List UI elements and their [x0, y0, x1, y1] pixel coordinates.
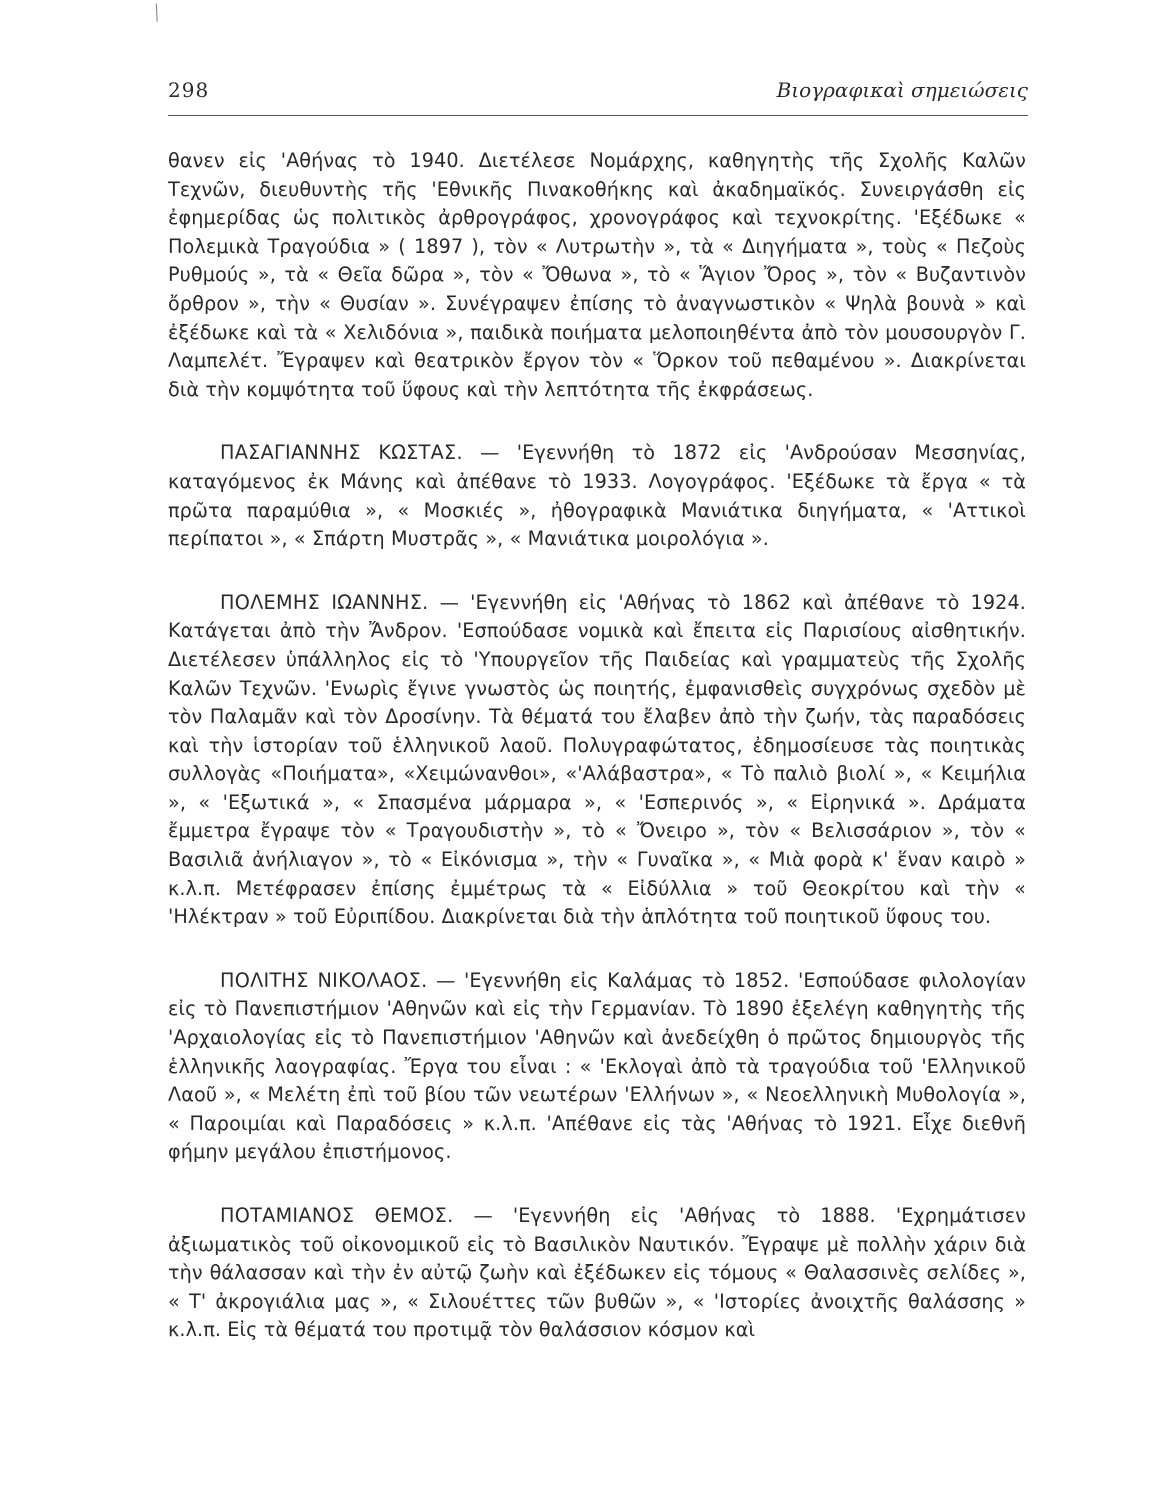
entry-name: ΠΟΤΑΜΙΑΝΟΣ ΘΕΜΟΣ. [220, 1204, 454, 1227]
body-text [168, 147, 1026, 1345]
entry-name: ΠΟΛΕΜΗΣ ΙΩΑΝΝΗΣ. [220, 590, 429, 614]
running-head: Βιογραφικαὶ σημειώσεις [776, 78, 1028, 102]
header-rule [168, 115, 1028, 116]
entry-pasagiannis [168, 439, 1026, 553]
pencil-mark-icon: ╱ [149, 4, 165, 23]
entry-politis [168, 967, 1026, 1167]
entry-text: — 'Εγεννήθη εἰς Καλάμας τὸ 1852. 'Εσπούδασε φιλολογίαν εἰς τὸ Πανεπιστήμιον 'Αθηνῶν καὶ εἰς τὴν Γερμανίαν. Τὸ 1890 ἐξελέγη καθηγητὴς τῆς 'Αρχαιολογίας εἰς τὸ Πανεπιστήμιον 'Αθηνῶν καὶ ἀνεδείχθη ὁ πρῶτος δημιουργὸς τῆς ἑλληνικῆς λαογραφίας. Ἔργα του εἶναι : « 'Εκλογαὶ ἀπὸ τὰ τραγούδια τοῦ 'Ελληνικοῦ Λαοῦ », « Μελέτη ἐπὶ τοῦ βίου τῶν νεωτέρων 'Ελλήνων », « Νεοελληνικὴ Μυθολογία », « Παροιμίαι καὶ Παραδόσεις » κ.λ.π. 'Απέθανε εἰς τὰς 'Αθήνας τὸ 1921. Εἶχε διεθνῆ φήμην μεγάλου ἐπιστήμονος. [168, 968, 1026, 1164]
entry-text: — 'Εγεννήθη εἰς 'Αθήνας τὸ 1888. 'Εχρημάτισεν ἀξιωματικὸς τοῦ οἰκονομικοῦ εἰς τὸ Βασιλικὸν Ναυτικόν. Ἔγραψε μὲ πολλὴν χάριν διὰ τὴν θάλασσαν καὶ τὴν ἐν αὐτῷ ζωὴν καὶ ἐξέδωκεν εἰς τόμους « Θαλασσινὲς σελίδες », « Τ' ἀκρογιάλια μας », « Σιλουέττες τῶν βυθῶν », « 'Ιστορίες ἀνοιχτῆς θαλάσσης » κ.λ.π. Εἰς τὰ θέματά του προτιμᾷ τὸν θαλάσσιον κόσμον καὶ [168, 1204, 1026, 1342]
paragraph-text: θανεν εἰς 'Αθήνας τὸ 1940. Διετέλεσε Νομάρχης, καθηγητὴς τῆς Σχολῆς Καλῶν Τεχνῶν, διευθυντὴς τῆς 'Εθνικῆς Πινακοθήκης καὶ ἀκαδημαϊκός. Συνειργάσθη εἰς ἐφημερίδας ὡς πολιτικὸς ἀρθρογράφος, χρονογράφος καὶ τεχνοκρίτης. 'Εξέδωκε « Πολεμικὰ Τραγούδια » ( 1897 ), τὸν « Λυτρωτὴν », τὰ « Διηγήματα », τοὺς « Πεζοὺς Ρυθμούς », τὰ « Θεῖα δῶρα », τὸν « Ὄθωνα », τὸ « Ἅγιον Ὄρος », τὸν « Βυζαντινὸν ὄρθρον », τὴν « Θυσίαν ». Συνέγραψεν ἐπίσης τὸ ἀναγνωστικὸν « Ψηλὰ βουνὰ » καὶ ἐξέδωκε καὶ τὰ « Χελιδόνια », παιδικὰ ποιήματα μελοποιηθέντα ἀπὸ τὸν μουσουργὸν Γ. Λαμπελέτ. Ἔγραψεν καὶ θεατρικὸν ἔργον τὸν « Ὅρκον τοῦ πεθαμένου ». Διακρίνεται διὰ τὴν κομψότητα τοῦ ὕφους καὶ τὴν λεπτότητα τῆς ἐκφράσεως. [168, 149, 1026, 401]
page-number: 298 [168, 78, 210, 102]
entry-text: — 'Εγεννήθη εἰς 'Αθήνας τὸ 1862 καὶ ἀπέθανε τὸ 1924. Κατάγεται ἀπὸ τὴν Ἄνδρον. 'Εσπούδασε νομικὰ καὶ ἔπειτα εἰς Παρισίους αἰσθητικήν. Διετέλεσεν ὑπάλληλος εἰς τὸ 'Υπουργεῖον τῆς Παιδείας καὶ γραμματεὺς τῆς Σχολῆς Καλῶν Τεχνῶν. 'Ενωρὶς ἔγινε γνωστὸς ὡς ποιητής, ἐμφανισθεὶς συγχρόνως σχεδὸν μὲ τὸν Παλαμᾶν καὶ τὸν Δροσίνην. Τὰ θέματά του ἔλαβεν ἀπὸ τὴν ζωήν, τὰς παραδόσεις καὶ τὴν ἱστορίαν τοῦ ἑλληνικοῦ λαοῦ. Πολυγραφώτατος, ἐδημοσίευσε τὰς ποιητικὰς συλλογὰς «Ποιήματα», «Χειμώνανθοι», «'Αλάβαστρα», « Τὸ παλιὸ βιολί », « Κειμήλια », « 'Εξωτικά », « Σπασμένα μάρμαρα », « 'Εσπερινός », « Εἰρηνικά ». Δράματα ἔμμετρα ἔγραψε τὸν « Τραγουδιστὴν », τὸ « Ὄνειρο », τὸν « Βελισσάριον », τὸν « Βασιλιᾶ ἀνήλιαγον », τὸ « Εἰκόνισμα », τὴν « Γυναῖκα », « Μιὰ φορὰ κ' ἕναν καιρὸ » κ.λ.π. Μετέφρασεν ἐπίσης ἐμμέτρως τὰ « Εἰδύλλια » τοῦ Θεοκρίτου καὶ τὴν « 'Ηλέκτραν » τοῦ Εὐριπίδου. Διακρίνεται διὰ τὴν ἁπλότητα τοῦ ποιητικοῦ ὕφους του. [168, 590, 1026, 929]
entry-text: — 'Εγεννήθη τὸ 1872 εἰς 'Ανδρούσαν Μεσσηνίας, καταγόμενος ἐκ Μάνης καὶ ἀπέθανε τὸ 1933. Λογογράφος. 'Εξέδωκε τὰ ἔργα « τὰ πρῶτα παραμύθια », « Μοσκιές », ἠθογραφικὰ Μανιάτικα διηγήματα, « 'Αττικοὶ περίπατοι », « Σπάρτη Μυστρᾶς », « Μανιάτικα μοιρολόγια ». [168, 441, 1026, 551]
entry-polemis [168, 589, 1026, 932]
entry-name: ΠΟΛΙΤΗΣ ΝΙΚΟΛΑΟΣ. [220, 968, 428, 992]
entry-potamianos [168, 1202, 1026, 1345]
entry-name: ΠΑΣΑΓΙΑΝΝΗΣ ΚΩΣΤΑΣ. [220, 441, 463, 465]
page-header [168, 78, 1028, 114]
continuation-paragraph [168, 147, 1026, 404]
